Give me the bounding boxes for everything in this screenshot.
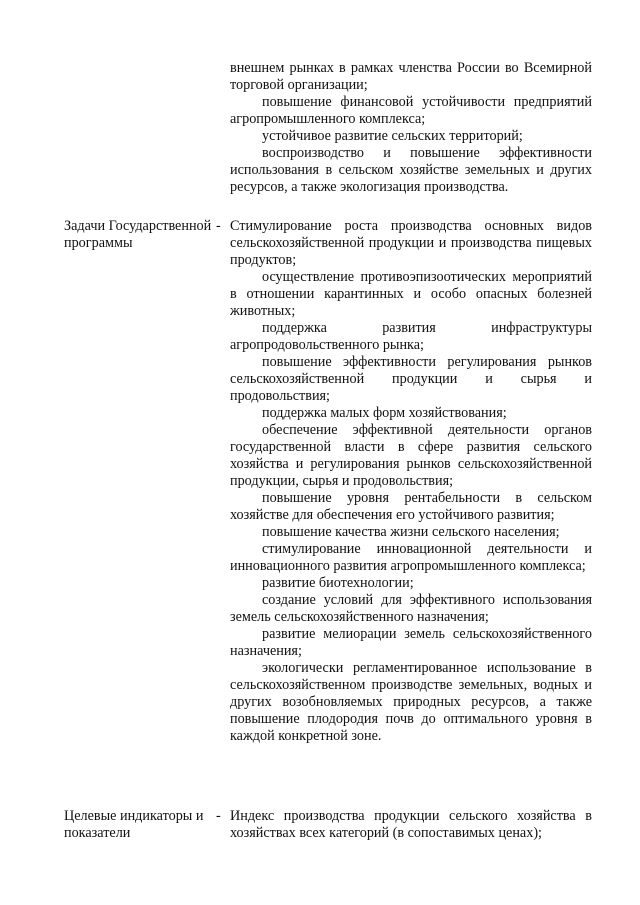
indicators-dash: - — [216, 808, 221, 824]
task-item: поддержка малых форм хозяйствования; — [262, 405, 507, 421]
task-item: создание условий для эффективного использования земель сельскохозяйственного назначения; — [230, 592, 592, 625]
task-item: повышение качества жизни сельского населения; — [262, 524, 560, 540]
tasks-dash: - — [216, 218, 221, 234]
task-item: повышение уровня рентабельности в сельском хозяйстве для обеспечения его устойчивого развития; — [230, 490, 592, 523]
indicators-label: Целевые индикаторы и показатели — [64, 808, 204, 841]
indicator-item: Индекс производства продукции сельского хозяйства в хозяйствах всех категорий (в сопоставимых ценах); — [230, 808, 592, 841]
tasks-content — [230, 218, 592, 745]
task-item: поддержка развития инфраструктуры агропродовольственного рынка; — [230, 320, 592, 353]
indicators-content — [230, 808, 592, 842]
goals-paragraph: внешнем рынках в рамках членства России во Всемирной торговой организации; — [230, 60, 592, 93]
task-item: обеспечение эффективной деятельности органов государственной власти в сфере развития сельского хозяйства и регулирования рынков сельскохозяйственной продукции, сырья и продовольствия; — [230, 422, 592, 489]
goals-paragraph: устойчивое развитие сельских территорий; — [262, 128, 523, 144]
task-item: повышение эффективности регулирования рынков сельскохозяйственной продукции и сырья и продовольствия; — [230, 354, 592, 404]
task-item: экологически регламентированное использование в сельскохозяйственном производстве земельных, водных и других возобновляемых природных ресурсов, а также повышение плодородия почв до оптимального уровня в каждой конкретной зоне. — [230, 660, 592, 744]
task-item: Стимулирование роста производства основных видов сельскохозяйственной продукции и производства пищевых продуктов; — [230, 218, 592, 268]
task-item: осуществление противоэпизоотических мероприятий в отношении карантинных и особо опасных болезней животных; — [230, 269, 592, 319]
task-item: развитие мелиорации земель сельскохозяйственного назначения; — [230, 626, 592, 659]
tasks-label: Задачи Государственной программы — [64, 218, 212, 251]
task-item: развитие биотехнологии; — [262, 575, 414, 591]
goals-paragraph: воспроизводство и повышение эффективности использования в сельском хозяйстве земельных и других ресурсов, а также экологизация производства. — [230, 145, 592, 195]
task-item: стимулирование инновационной деятельности и инновационного развития агропромышленного комплекса; — [230, 541, 592, 574]
goals-continuation — [230, 60, 592, 196]
goals-paragraph: повышение финансовой устойчивости предприятий агропромышленного комплекса; — [230, 94, 592, 127]
